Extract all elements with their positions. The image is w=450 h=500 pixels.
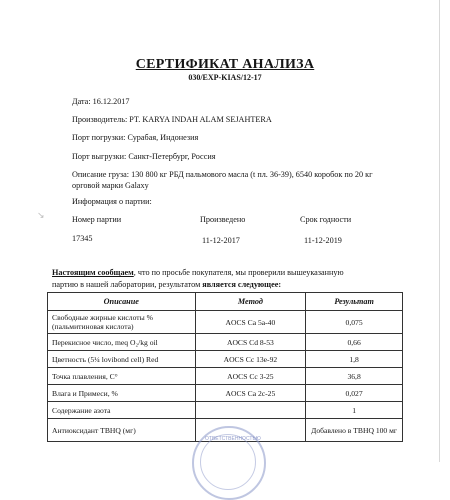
row-method: AOCS Ca 5a-40 xyxy=(195,311,306,334)
port-loading-line: Порт погрузки: Сурабая, Индонезия xyxy=(72,133,199,142)
row-method xyxy=(195,402,306,419)
table-row xyxy=(48,385,403,402)
row-description: Цветность (5¼ lovibond cell) Red xyxy=(48,351,196,368)
statement-rest: , что по просьбе покупателя, мы проверили вышеуказанную xyxy=(133,268,344,277)
port-unloading-line: Порт выгрузки: Санкт-Петербург, Россия xyxy=(72,152,216,161)
manufacturer-line: Производитель: PT. KARYA INDAH ALAM SEJAHTERA xyxy=(72,115,272,124)
batch-produced-value: 11-12-2017 xyxy=(202,236,240,245)
row-description: Свободные жирные кислоты % (пальмитиновая кислота) xyxy=(48,311,196,334)
row-method: AOCS Cc 3-25 xyxy=(195,368,306,385)
statement-line1 xyxy=(52,268,344,277)
scan-mark: ↘ xyxy=(37,210,45,220)
row-method: AOCS Ca 2c-25 xyxy=(195,385,306,402)
row-result: 1 xyxy=(306,402,403,419)
row-method: AOCS Cd 8-53 xyxy=(195,334,306,351)
row-result: 0,027 xyxy=(306,385,403,402)
row-description: Точка плавления, C° xyxy=(48,368,196,385)
document-number: 030/EXP-KIAS/12-17 xyxy=(188,73,262,82)
header-description: Описание xyxy=(48,293,196,311)
stamp-text: ОТВЕТСТВЕННОСТЬЮ xyxy=(205,436,261,442)
batch-header-number: Номер партии xyxy=(72,215,122,224)
row-description: Влага и Примеси, % xyxy=(48,385,196,402)
row-method: AOCS Cc 13e-92 xyxy=(195,351,306,368)
cargo-description-line1: Описание груза: 130 800 кг РБД пальмового масла (t пл. 36-39), 6540 коробок по 20 кг xyxy=(72,170,373,179)
results-header-row xyxy=(48,293,403,311)
row-description: Содержание азота xyxy=(48,402,196,419)
table-row xyxy=(48,334,403,351)
batch-header-produced: Произведено xyxy=(200,215,246,224)
row-result: 0,66 xyxy=(306,334,403,351)
batch-number-value: 17345 xyxy=(72,234,93,243)
row-result: 36,8 xyxy=(306,368,403,385)
statement-line2 xyxy=(52,280,281,289)
header-method: Метод xyxy=(195,293,306,311)
table-row xyxy=(48,368,403,385)
stamp-seal-inner xyxy=(200,434,256,490)
cargo-description-line2: орговой марки Galaxy xyxy=(72,181,149,190)
batch-header-expiry: Срок годности xyxy=(300,215,352,224)
header-result: Результат xyxy=(306,293,403,311)
row-result: Добавлено в ТBHQ 100 мг xyxy=(306,419,403,442)
results-table xyxy=(47,292,403,442)
statement-line2-b: является следующее: xyxy=(202,280,282,289)
batch-info-label: Информация о партии: xyxy=(72,197,152,206)
row-description: Перекисное число, meq O₂/kg oil xyxy=(48,334,196,351)
row-description: Антиоксидант ТBHQ (мг) xyxy=(48,419,196,442)
row-result: 1,8 xyxy=(306,351,403,368)
statement-line2-a: партию в нашей лаборатории, результатом xyxy=(52,280,203,289)
date-line: Дата: 16.12.2017 xyxy=(72,97,130,106)
table-row xyxy=(48,402,403,419)
document-title: СЕРТИФИКАТ АНАЛИЗА xyxy=(135,57,315,72)
statement-bold: Настоящим сообщаем xyxy=(52,268,134,277)
row-result: 0,075 xyxy=(306,311,403,334)
table-row xyxy=(48,311,403,334)
batch-expiry-value: 11-12-2019 xyxy=(304,236,342,245)
table-row xyxy=(48,351,403,368)
